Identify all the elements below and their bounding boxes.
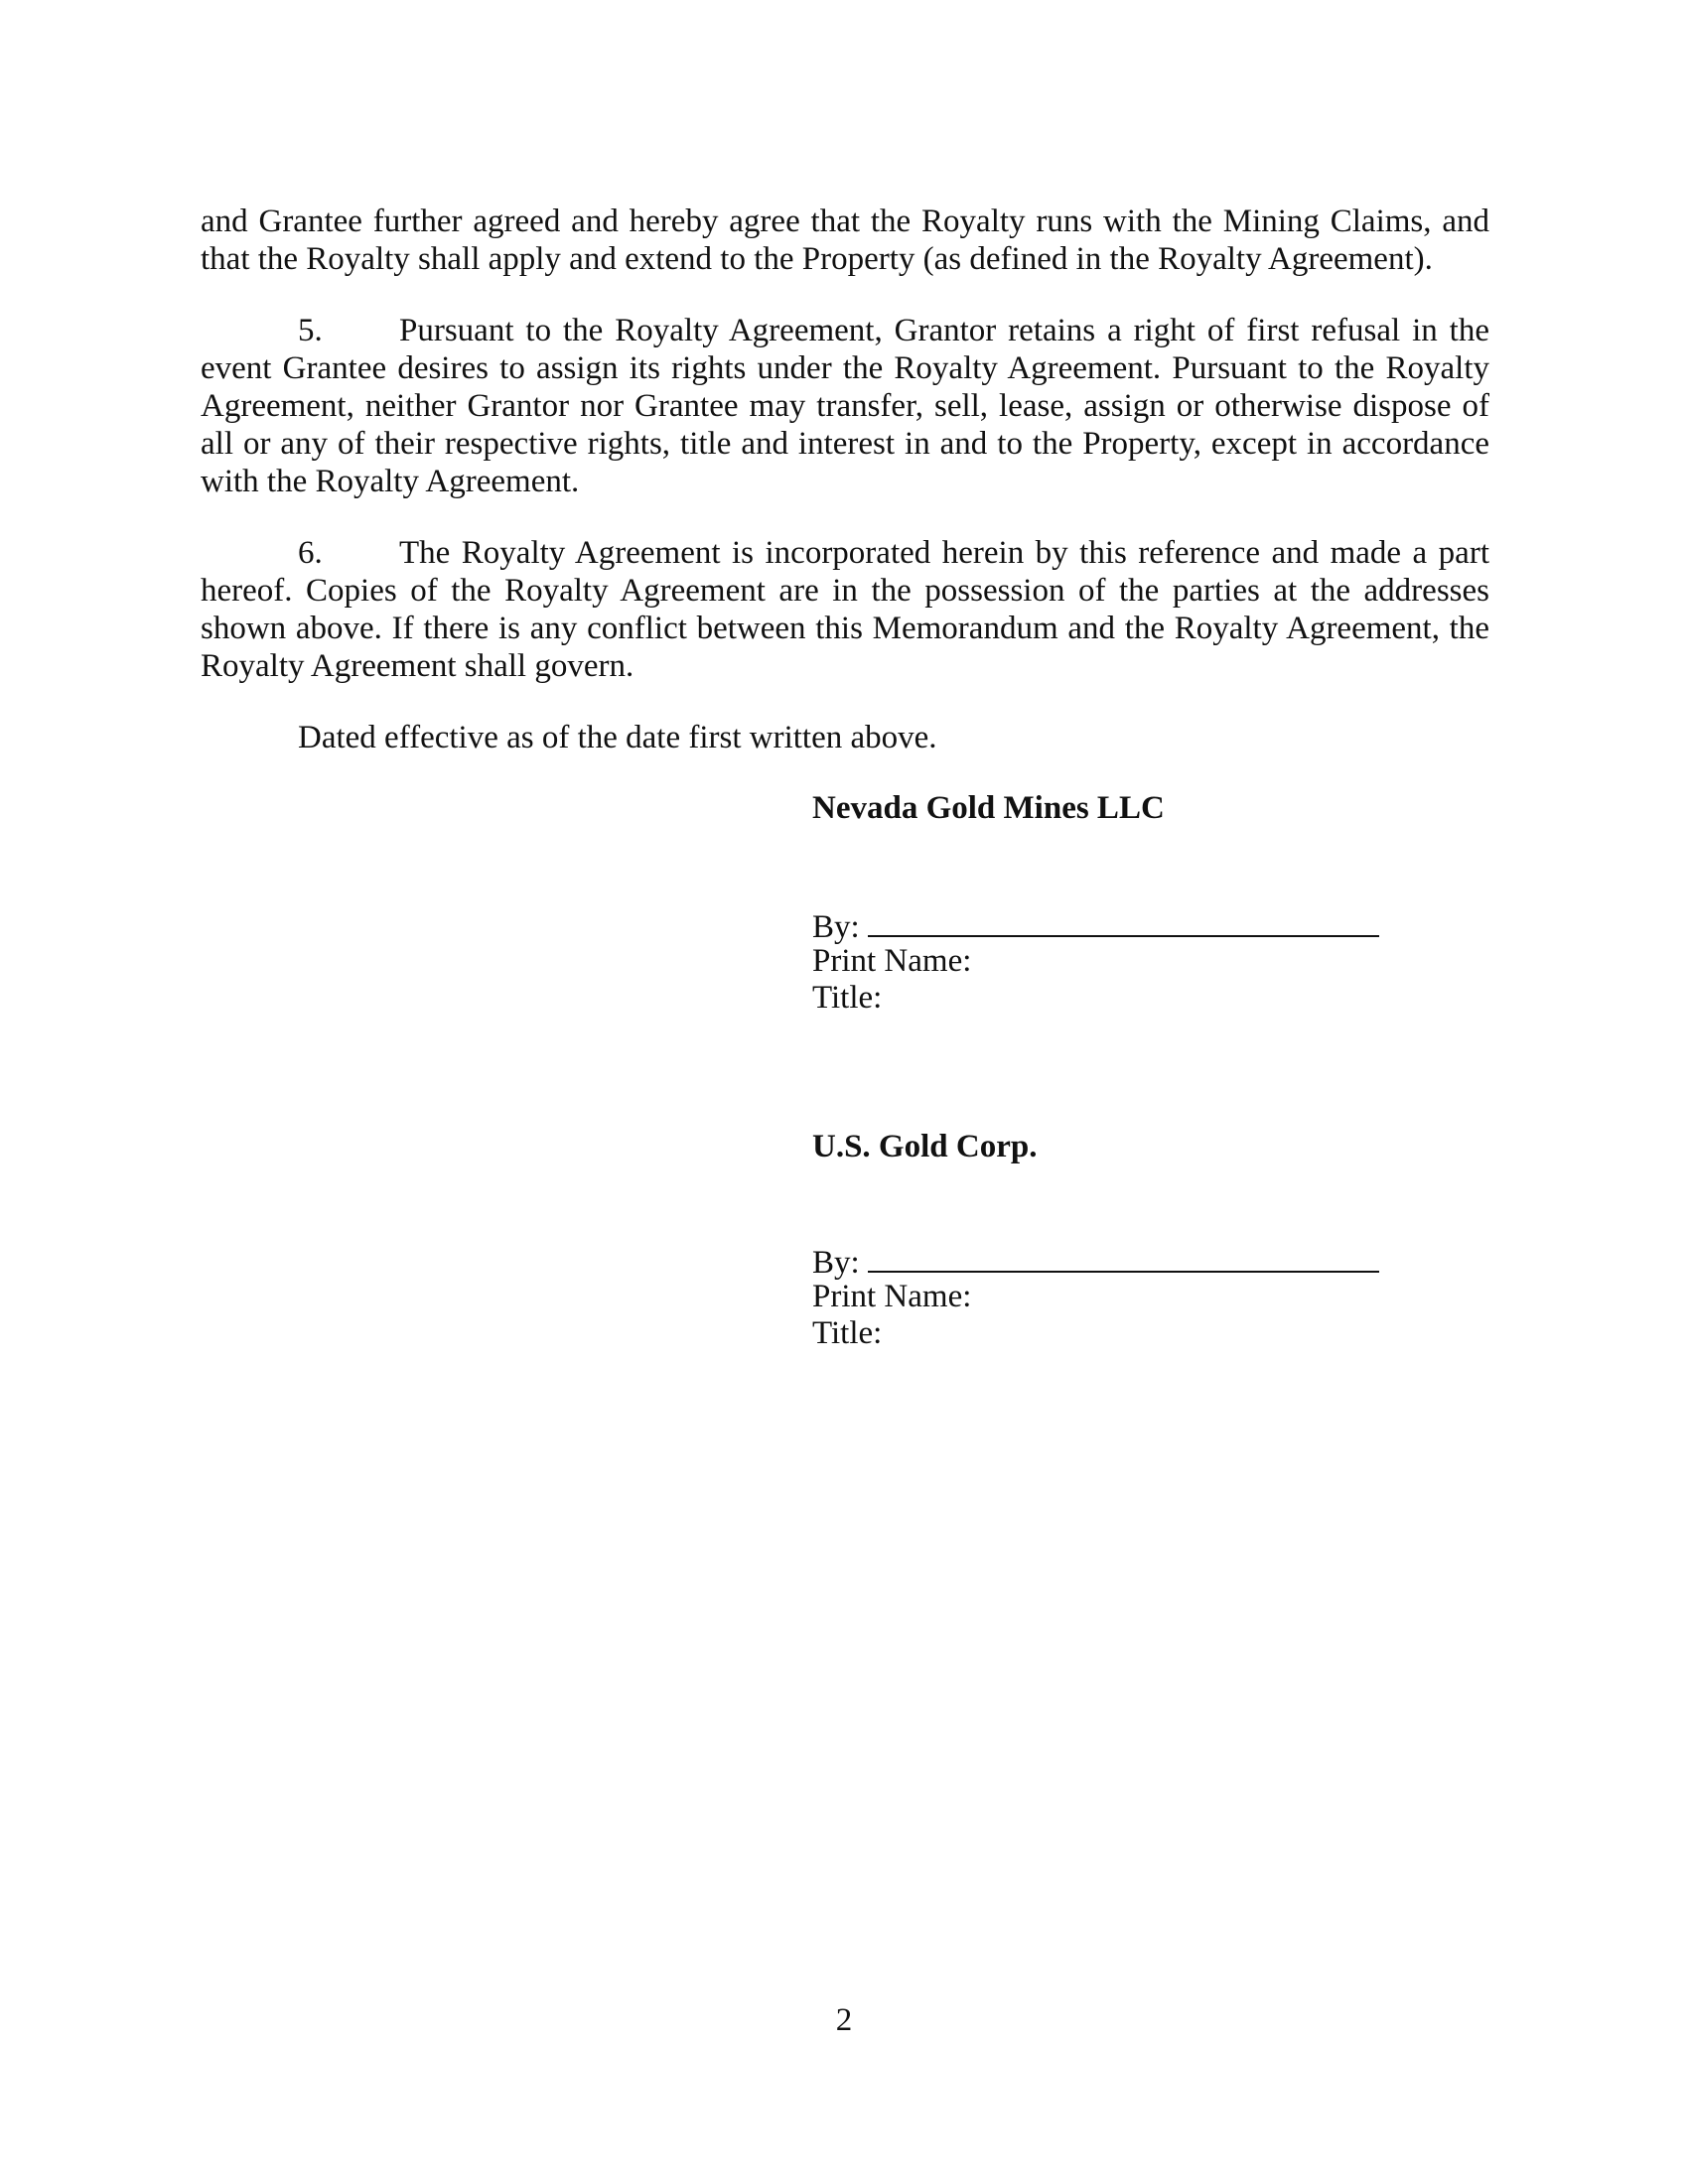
signature-fields [812, 1241, 1379, 1351]
paragraph-line: shown above. If there is any conflict between this Memorandum and the Royalty Agreement, the [201, 611, 1489, 646]
paragraph-line: that the Royalty shall apply and extend to the Property (as defined in the Royalty Agreement). [201, 241, 1433, 277]
party-name: U.S. Gold Corp. [812, 1129, 1038, 1164]
signature-line[interactable] [868, 905, 1379, 937]
print-name-label: Print Name: [812, 1279, 972, 1314]
page-number: 2 [835, 2002, 853, 2038]
paragraph-first-line [201, 312, 1489, 349]
paragraph-line: The Royalty Agreement is incorporated herein by this reference and made a part [399, 535, 1489, 571]
by-row [812, 1241, 1379, 1281]
paragraph-line: hereof. Copies of the Royalty Agreement are in the possession of the parties at the addresses [201, 573, 1489, 609]
paragraph-line: and Grantee further agreed and hereby agree that the Royalty runs with the Mining Claims, and [201, 204, 1489, 239]
paragraph-number: 5. [298, 313, 323, 348]
paragraph-6 [201, 534, 1489, 685]
by-label: By: [812, 1245, 860, 1281]
paragraph-line: Pursuant to the Royalty Agreement, Grantor retains a right of first refusal in the [399, 313, 1489, 348]
title-label: Title: [812, 980, 883, 1016]
paragraph-continuation [201, 203, 1489, 278]
print-name-label: Print Name: [812, 943, 972, 979]
by-label: By: [812, 909, 860, 945]
party-name: Nevada Gold Mines LLC [812, 790, 1165, 826]
paragraph-number: 6. [298, 535, 323, 571]
dated-statement: Dated effective as of the date first written above. [298, 720, 937, 755]
signature-line[interactable] [868, 1241, 1379, 1273]
paragraph-line: event Grantee desires to assign its rights under the Royalty Agreement. Pursuant to the Royalty [201, 350, 1489, 386]
paragraph-5 [201, 312, 1489, 500]
paragraph-first-line [201, 534, 1489, 572]
signature-fields [812, 905, 1379, 1016]
title-label: Title: [812, 1315, 883, 1351]
by-row [812, 905, 1379, 945]
paragraph-line: all or any of their respective rights, title and interest in and to the Property, except in accordance [201, 426, 1489, 462]
paragraph-line: with the Royalty Agreement. [201, 464, 580, 499]
paragraph-line: Royalty Agreement shall govern. [201, 648, 634, 684]
paragraph-line: Agreement, neither Grantor nor Grantee may transfer, sell, lease, assign or otherwise dispose of [201, 388, 1489, 424]
